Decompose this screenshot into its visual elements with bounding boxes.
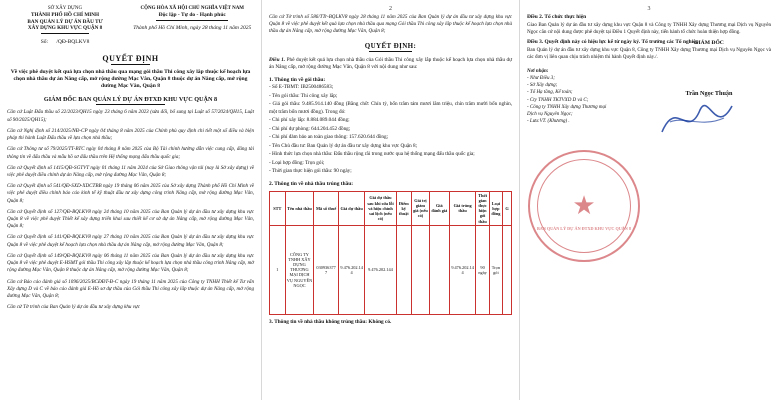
page-number-2: 2	[389, 6, 392, 12]
col-bidder-name: Tên nhà thầu	[285, 191, 314, 225]
article-1-text: Phê duyệt kết quả lựa chọn nhà thầu của Gói thầu Thi công xây lắp thuộc kế hoạch lựa chọn nhà thầu dự án Nâng cấp, mở rộng đường Mạc Vân, Quận 8 với nội dung như sau:	[269, 56, 512, 71]
cell-corrected-price: 9.476.202.144	[365, 225, 396, 314]
document-number-label: Số:	[40, 38, 49, 45]
signature-block	[650, 40, 768, 97]
col-stt: STT	[270, 191, 286, 225]
authority-line-3: BAN QUẢN LÝ DỰ ÁN ĐẦU TƯ	[27, 18, 103, 25]
recipient-item-5: - Công ty TNHH Xây dựng Thương mại	[527, 104, 607, 110]
col-discount: Giá trị giảm giá (nếu có)	[412, 191, 430, 225]
article-1	[269, 57, 512, 72]
page-number-3: 3	[647, 6, 651, 12]
document-column-2	[262, 0, 520, 400]
signer-title: GIÁM ĐỐC	[694, 40, 724, 46]
col-winning-price: Giá trúng thầu	[449, 191, 476, 225]
deciding-officer-rule	[96, 104, 165, 105]
bid-info-item-5: - Chi phí dự phòng: 644.204.452 đồng;	[269, 125, 351, 132]
cell-bid-price: 9.476.202.144	[338, 225, 365, 314]
authority-line-1: SỞ XÂY DỰNG	[47, 6, 83, 11]
col-duration: Thời gian thực hiện gói thầu	[476, 191, 489, 225]
legal-basis-7: Căn cứ Quyết định số 141/QĐ-BQLKV8 ngày 27 tháng 10 năm 2025 của Ban Quản lý dự án đầu tư xây dựng khu vực Quận 8 về việc phê duyệt kế hoạch lựa chọn nhà thầu dự án Nâng cấp, mở rộng đường Mạc Vân, Quận 8;	[7, 234, 254, 248]
bid-info-item-10: - Thời gian thực hiện gói thầu: 90 ngày;	[269, 168, 352, 175]
decision-title: QUYẾT ĐỊNH	[102, 53, 159, 63]
section-1-heading: 1. Thông tin về gói thầu:	[269, 77, 326, 83]
recipients-label: Nơi nhận:	[527, 68, 549, 74]
cell-stt: 1	[270, 225, 286, 314]
place-and-date: Thành phố Hồ Chí Minh, ngày 28 tháng 11 năm 2025	[133, 25, 252, 32]
legal-basis-8: Căn cứ Quyết định số 149/QĐ-BQLKV8 ngày 06 tháng 11 năm 2025 của Ban Quản lý dự án đầu tư xây dựng khu vực Quận 8 về việc phê duyệt E-HSMT gói thầu Thi công xây lắp thuộc kế hoạch lựa chọn nhà thầu công trình Nâng cấp, mở rộng đường Mạc Vân, Quận 8 thuộc dự án Nâng cấp, mở rộng đường Mạc Vân, Quận 8;	[7, 252, 254, 274]
issuing-authority-block	[7, 6, 123, 46]
signer-name: Trần Ngọc Thuận	[685, 90, 733, 97]
document-column-3	[520, 0, 778, 400]
deciding-officer-line: GIÁM ĐỐC BAN QUẢN LÝ DỰ ÁN ĐTXD KHU VỰC QUẬN 8	[43, 96, 218, 104]
cell-contract-type: Trọn gói	[489, 225, 502, 314]
legal-basis-continued: Căn cứ Tờ trình số 586/TTr-BQLKV8 ngày 28 tháng 11 năm 2025 của Ban Quản lý dự án đầu tư xây dựng khu vực Quận 8 về việc phê duyệt kết quả lựa chọn nhà thầu qua mạng Gói thầu Thi công xây lắp thuộc kế hoạch lựa chọn nhà thầu dự án Nâng cấp, mở rộng đường Mạc Vân, Quận 8;	[269, 14, 512, 35]
legal-basis-9: Căn cứ Báo cáo đánh giá số 1096/2025/BCĐĐT-Đ-C ngày 19 tháng 11 năm 2025 của Công ty TNHH Thiết kế Tư vấn Xây dựng D và C về báo cáo đánh giá E-Hồ sơ dự thầu của Gói thầu Thi công xây lắp thuộc dự án Nâng cấp, mở rộng đường Mạc Vân, Quận 8;	[7, 278, 254, 300]
recipient-item-2: - Sở Xây dựng;	[527, 83, 558, 88]
decision-title-rule	[111, 64, 151, 65]
decides-heading: QUYẾT ĐỊNH:	[364, 41, 417, 50]
table-row	[270, 225, 512, 314]
col-evaluated-price: Giá đánh giá	[429, 191, 449, 225]
cell-bidder-name: CÔNG TY TNHH XÂY DỰNG THƯƠNG MẠI DỊCH VỤ NGUYÊN NGỌC	[285, 225, 314, 314]
bid-info-item-2: - Tên gói thầu: Thi công xây lắp;	[269, 92, 338, 99]
recipient-item-7: - Lưu:VT. (Khương) .	[527, 119, 570, 125]
cell-technical-score	[396, 225, 412, 314]
bid-info-item-3: - Giá gói thầu: 9.485.914.140 đồng (Bằng chữ: Chín tỷ, bốn trăm tám mươi lăm triệu, chín trăm mười bốn nghìn, một trăm bốn mươi đồng). Trong đó:	[269, 101, 512, 115]
article-1-label: Điều 1.	[269, 56, 286, 63]
article-2-heading: Điều 2. Tổ chức thực hiện	[527, 14, 587, 20]
national-underline	[156, 20, 228, 21]
col-tax-code: Mã số thuế	[314, 191, 338, 225]
cell-discount	[412, 225, 430, 314]
letterhead	[7, 6, 254, 46]
bid-info-item-4: - Chi phí xây lắp: 8.884.089.044 đồng;	[269, 117, 350, 124]
article-3-text: Ban Quản lý dự án đầu tư xây dựng khu vực Quận 8, Công ty TNHH Xây dựng Thương mại Dịch vụ Nguyên Ngọc và các đơn vị liên quan chịu trách nhiệm thi hành Quyết định này./.	[527, 46, 771, 61]
cell-duration: 90 ngày	[476, 225, 489, 314]
article-2-text: Giao Ban Quản lý dự án đầu tư xây dựng khu vực Quận 8 và Công ty TNHH Xây dựng Thương mại Dịch vụ Nguyên Ngọc căn cứ nội dung được phê duyệt tại Điều 1 Quyết định này, tiến hành tổ chức hoàn thiện hợp đồng.	[527, 22, 771, 36]
col-contract-type: Loại hợp đồng	[489, 191, 502, 225]
bid-info-item-7: - Tên Chủ đầu tư: Ban Quản lý dự án đầu tư xây dựng khu vực Quận 8;	[269, 142, 418, 149]
legal-basis-1: Căn cứ Luật Đấu thầu số 22/2023/QH15 ngày 23 tháng 6 năm 2023 (sửa đổi, bổ sung tại Luật số 57/2024/QH15, Luật số 90/2025/QH15);	[7, 109, 254, 123]
col-extra: G	[503, 191, 512, 225]
recipient-item-4: - Cty TNHH TKTVXD D và C;	[527, 97, 589, 103]
bid-info-item-9: - Loại hợp đồng: Trọn gói;	[269, 159, 325, 166]
authority-underline	[41, 33, 90, 34]
col-technical-score: Điểm kỹ thuật	[396, 191, 412, 225]
seal-text: BAN QUẢN LÝ DỰ ÁN ĐTXD KHU VỰC QUẬN 8	[537, 226, 631, 231]
legal-basis-5: Căn cứ Quyết định số 541/QĐ-SXD-XDCTBB ngày 19 tháng 06 năm 2025 của Sở xây dựng Thành phố Hồ Chí Minh về việc phê duyệt điều chỉnh báo cáo kinh tế kỹ thuật đầu tư xây dựng công trình Nâng cấp, mở rộng đường Mạc Vân, Quận 8;	[7, 183, 254, 204]
national-heading-block	[131, 6, 255, 32]
cell-tax-code: 0309363777	[314, 225, 338, 314]
legal-basis-6: Căn cứ Quyết định số 127/QĐ-BQLKV8 ngày 24 tháng 10 năm 2025 của Ban Quản lý dự án đầu tư xây dựng khu vực Quận 8 về việc phê duyệt Thiết kế xây dựng triển khai sau thiết kế cơ sở dự án Nâng cấp, mở rộng đường Mạc Vân, Quận 8;	[7, 208, 254, 230]
legal-basis-4: Căn cứ Quyết định số 1415/QĐ-SGTVT ngày 01 tháng 11 năm 2024 của Sở Giao thông vận tải (nay là Sở xây dựng) về việc phê duyệt điều chỉnh dự án Nâng cấp, mở rộng đường Mạc Vân, Quận 8;	[7, 164, 254, 178]
national-motto: Độc lập - Tự do - Hạnh phúc	[158, 12, 226, 19]
legal-basis-10: Căn cứ Tờ trình của Ban Quản lý dự án đầu tư xây dựng khu vực	[7, 304, 141, 311]
bid-info-item-6: - Chi phí đảm bảo an toàn giao thông: 157.620.644 đồng;	[269, 134, 389, 141]
bid-info-item-1: - Số E-TBMT: IB2500486583;	[269, 84, 334, 90]
cell-winning-price: 9.476.202.144	[449, 225, 476, 314]
article-3-heading: Điều 3. Quyết định này có hiệu lực kể từ ngày ký. Tổ trưởng các Tổ nghiệp	[527, 38, 699, 45]
decides-rule	[369, 51, 413, 52]
document-column-1	[0, 0, 262, 400]
recipient-item-3: - Tổ Hạ tầng, Kế toán;	[527, 90, 573, 96]
section-2-heading: 2. Thông tin về nhà thầu trúng thầu:	[269, 180, 354, 187]
official-seal	[528, 150, 640, 262]
table-header-row	[270, 191, 512, 225]
authority-line-2: THÀNH PHỐ HỒ CHÍ MINH	[31, 12, 100, 19]
legal-basis-2: Căn cứ Nghị định số 214/2025/NĐ-CP ngày 04 tháng 8 năm 2025 của Chính phủ quy định chi tiết một số điều và biện pháp thi hành Luật Đấu thầu về lựa chọn nhà thầu;	[7, 127, 254, 142]
cell-evaluated-price	[429, 225, 449, 314]
col-corrected-price: Giá dự thầu sau khi sửa lỗi và hiệu chỉnh sai lệch (nếu có)	[365, 191, 396, 225]
document-number-value: /QĐ-BQLKV8	[56, 38, 90, 45]
winning-bidder-table	[269, 191, 512, 315]
bid-info-item-8: - Hình thức lựa chọn nhà thầu: Đấu thầu rộng rãi trong nước qua hệ thống mạng đấu thầu quốc gia;	[269, 151, 475, 158]
recipient-item-6: Dịch vụ Nguyên Ngọc;	[527, 112, 573, 117]
authority-line-4: XÂY DỰNG KHU VỰC QUẬN 8	[27, 25, 103, 32]
document-number-line	[7, 39, 123, 46]
legal-basis-3: Căn cứ Thông tư số 79/2025/TT-BTC ngày 04 tháng 8 năm 2025 của Bộ Tài chính hướng dẫn việc cung cấp, đăng tải thông tin về đấu thầu và mẫu hồ sơ đấu thầu trên Hệ thống mạng đấu thầu quốc gia;	[7, 146, 254, 160]
seal-star-icon: ★	[572, 191, 596, 220]
cell-extra	[503, 225, 512, 314]
national-title: CỘNG HÒA XÃ HỘI CHỦ NGHĨA VIỆT NAM	[140, 6, 245, 11]
section-3-heading: 3. Thông tin về nhà thầu không trúng thầu: Không có.	[269, 318, 392, 325]
recipient-item-1: - Như Điều 3;	[527, 75, 555, 81]
col-bid-price: Giá dự thầu	[338, 191, 365, 225]
decision-subtitle: Về việc phê duyệt kết quả lựa chọn nhà thầu qua mạng gói thầu Thi công xây lắp thuộc kế hoạch lựa chọn nhà thầu dự án Nâng cấp, mở rộng đường Mạc Vân, Quận 8 thuộc dự án Nâng cấp, mở rộng đường Mạc Vân, Quận 8	[10, 68, 251, 90]
